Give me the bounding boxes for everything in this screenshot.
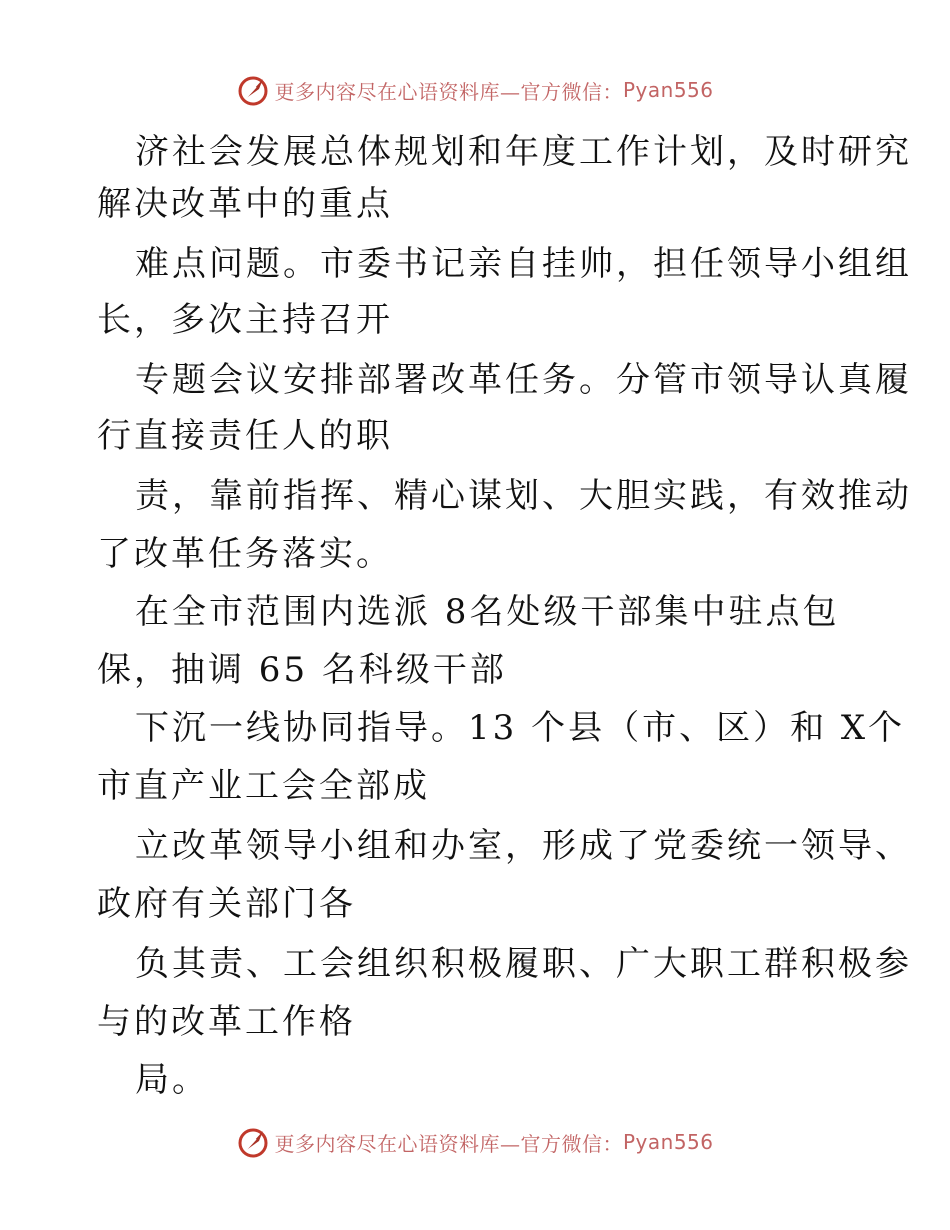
text-line: 行直接责任人的职: [97, 416, 393, 456]
quill-pen-logo-icon: [236, 73, 270, 107]
text-line: 济社会发展总体规划和年度工作计划，及时研究: [135, 132, 912, 172]
watermark-wechat-id: Pyan556: [622, 78, 714, 102]
text-line: 局。: [135, 1060, 209, 1100]
watermark-text: 更多内容尽在心语资料库—官方微信：: [274, 79, 623, 104]
text-line: 责，靠前指挥、精心谋划、大胆实践，有效推动: [135, 476, 912, 516]
watermark-text: 更多内容尽在心语资料库—官方微信：: [274, 1131, 623, 1156]
watermark-banner-bottom: [0, 1122, 950, 1162]
text-line: 专题会议安排部署改革任务。分管市领导认真履: [135, 360, 912, 400]
text-line: 难点问题。市委书记亲自挂帅，担任领导小组组: [135, 244, 912, 284]
text-line: 了改革任务落实。: [97, 534, 393, 574]
text-line: 下沉一线协同指导。13 个县（市、区）和 X个: [135, 708, 906, 748]
watermark-wechat-id: Pyan556: [622, 1130, 714, 1154]
text-line: 负其责、工会组织积极履职、广大职工群积极参: [135, 944, 912, 984]
watermark-banner-top: [0, 70, 950, 110]
text-line: 立改革领导小组和办室，形成了党委统一领导、: [135, 826, 912, 866]
text-line: 与的改革工作格: [97, 1002, 356, 1042]
quill-pen-logo-icon: [236, 1125, 270, 1159]
text-line: 政府有关部门各: [97, 884, 356, 924]
text-line: 市直产业工会全部成: [97, 766, 430, 806]
text-line: 解决改革中的重点: [97, 184, 393, 224]
text-line: 长，多次主持召开: [97, 300, 393, 340]
text-line: 保，抽调 65 名科级干部: [97, 650, 507, 690]
text-line: 在全市范围内选派 8名处级干部集中驻点包: [135, 592, 840, 632]
